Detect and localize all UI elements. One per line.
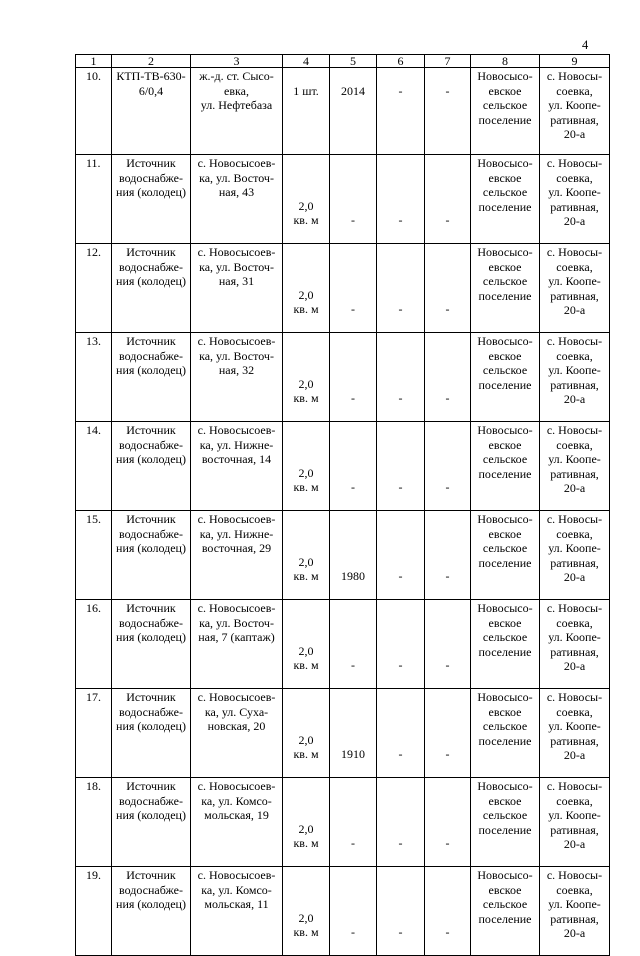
owner-address-line: с. Новосы-	[546, 779, 603, 793]
quantity-line: кв. м	[293, 391, 319, 406]
municipality-cell	[471, 867, 540, 956]
year-cell: -	[330, 155, 377, 244]
quantity-cell	[283, 867, 330, 956]
owner-address-line: ративная,	[550, 733, 599, 748]
column-7-cell: -	[425, 422, 471, 511]
column-number: 7	[425, 55, 471, 68]
quantity-line: кв. м	[293, 302, 319, 317]
column-7-cell: -	[425, 689, 471, 778]
owner-address-line: 20-а	[563, 837, 586, 852]
object-name-line: водоснабже-	[119, 259, 183, 274]
quantity-line: кв. м	[293, 925, 319, 940]
municipality-line: Новосысо-	[477, 69, 533, 83]
year-cell: -	[330, 778, 377, 867]
address-line: ка, ул. Суха-	[204, 704, 269, 719]
owner-address-line: с. Новосы-	[546, 690, 603, 704]
row-number-cell: 12.	[76, 244, 112, 333]
column-7-cell: -	[425, 511, 471, 600]
owner-address-line: соевка,	[556, 704, 593, 719]
owner-address-line: с. Новосы-	[546, 245, 603, 259]
year-cell: 1910	[330, 689, 377, 778]
owner-address-line: с. Новосы-	[546, 868, 603, 882]
column-7-cell: -	[425, 333, 471, 422]
object-name-cell	[112, 511, 191, 600]
table-row	[76, 689, 610, 778]
address-line: с. Новосысоев-	[197, 512, 276, 526]
owner-address-line: с. Новосы-	[546, 334, 603, 348]
object-name-line: 6/0,4	[138, 83, 164, 98]
column-6-cell: -	[377, 68, 425, 155]
municipality-cell	[471, 689, 540, 778]
municipality-line: сельское	[482, 808, 528, 823]
owner-address-line: соевка,	[556, 259, 593, 274]
municipality-cell	[471, 422, 540, 511]
owner-address-line: ул. Коопе-	[548, 541, 601, 556]
municipality-line: поселение	[478, 555, 532, 570]
owner-address-cell	[540, 155, 610, 244]
year-cell: -	[330, 600, 377, 689]
municipality-line: поселение	[478, 199, 532, 214]
column-number: 2	[112, 55, 191, 68]
object-name-line: Источник	[126, 334, 176, 348]
property-register-table	[75, 54, 610, 956]
address-cell	[191, 511, 283, 600]
quantity-line: 2,0	[298, 910, 314, 925]
object-name-line: ния (колодец)	[116, 274, 186, 289]
owner-address-line: ративная,	[550, 112, 599, 127]
object-name-line: ния (колодец)	[116, 808, 186, 823]
address-line: ная, 7 (каптаж)	[198, 630, 275, 645]
row-number-cell: 15.	[76, 511, 112, 600]
row-number-cell: 17.	[76, 689, 112, 778]
owner-address-line: ративная,	[550, 555, 599, 570]
column-6-cell: -	[377, 689, 425, 778]
object-name-line: ния (колодец)	[116, 185, 186, 200]
quantity-line: кв. м	[293, 658, 319, 673]
column-6-cell: -	[377, 600, 425, 689]
object-name-line: Источник	[126, 868, 176, 882]
quantity-line: 2,0	[298, 732, 314, 747]
row-number-cell: 13.	[76, 333, 112, 422]
owner-address-cell	[540, 333, 610, 422]
address-line: с. Новосысоев-	[197, 601, 276, 615]
table-row	[76, 778, 610, 867]
table-row	[76, 600, 610, 689]
municipality-line: Новосысо-	[477, 690, 533, 704]
object-name-line: водоснабже-	[119, 882, 183, 897]
quantity-line: 2,0	[298, 465, 314, 480]
owner-address-line: с. Новосы-	[546, 601, 603, 615]
row-number-cell: 11.	[76, 155, 112, 244]
municipality-line: Новосысо-	[477, 868, 533, 882]
owner-address-line: ративная,	[550, 822, 599, 837]
column-number: 8	[471, 55, 540, 68]
owner-address-line: ул. Коопе-	[548, 185, 601, 200]
owner-address-cell	[540, 600, 610, 689]
object-name-line: Источник	[126, 601, 176, 615]
object-name-cell	[112, 155, 191, 244]
municipality-line: поселение	[478, 733, 532, 748]
municipality-cell	[471, 778, 540, 867]
address-line: мольская, 11	[204, 897, 269, 912]
owner-address-line: 20-а	[563, 659, 586, 674]
quantity-line: кв. м	[293, 569, 319, 584]
address-cell	[191, 600, 283, 689]
table-row	[76, 511, 610, 600]
column-number-row	[76, 55, 610, 68]
quantity-line: кв. м	[293, 213, 319, 228]
column-6-cell: -	[377, 244, 425, 333]
address-line: евка,	[224, 83, 249, 98]
quantity-line: кв. м	[293, 480, 319, 495]
address-line: ка, ул. Комсо-	[201, 793, 272, 808]
address-cell	[191, 155, 283, 244]
municipality-line: сельское	[482, 630, 528, 645]
object-name-cell	[112, 689, 191, 778]
quantity-line: 2,0	[298, 643, 314, 658]
municipality-line: евское	[488, 259, 522, 274]
municipality-cell	[471, 155, 540, 244]
municipality-line: евское	[488, 882, 522, 897]
municipality-line: Новосысо-	[477, 156, 533, 170]
municipality-cell	[471, 244, 540, 333]
owner-address-line: соевка,	[556, 83, 593, 98]
owner-address-line: ул. Коопе-	[548, 808, 601, 823]
table-row	[76, 422, 610, 511]
municipality-line: поселение	[478, 644, 532, 659]
column-6-cell: -	[377, 511, 425, 600]
owner-address-line: соевка,	[556, 882, 593, 897]
quantity-cell	[283, 511, 330, 600]
owner-address-cell	[540, 778, 610, 867]
municipality-cell	[471, 511, 540, 600]
quantity-line: 2,0	[298, 376, 314, 391]
column-6-cell: -	[377, 867, 425, 956]
owner-address-line: соевка,	[556, 615, 593, 630]
column-7-cell: -	[425, 867, 471, 956]
owner-address-line: ративная,	[550, 377, 599, 392]
object-name-line: Источник	[126, 423, 176, 437]
municipality-line: Новосысо-	[477, 245, 533, 259]
row-number-cell: 18.	[76, 778, 112, 867]
object-name-cell	[112, 867, 191, 956]
quantity-cell	[283, 689, 330, 778]
owner-address-line: ул. Коопе-	[548, 274, 601, 289]
owner-address-line: 20-а	[563, 392, 586, 407]
municipality-line: сельское	[482, 541, 528, 556]
object-name-cell	[112, 778, 191, 867]
address-line: с. Новосысоев-	[197, 779, 276, 793]
address-line: ул. Нефтебаза	[200, 98, 273, 113]
address-line: ка, ул. Нижне-	[199, 526, 274, 541]
column-6-cell: -	[377, 422, 425, 511]
address-line: мольская, 19	[204, 808, 269, 823]
municipality-line: евское	[488, 615, 522, 630]
table-row	[76, 244, 610, 333]
object-name-cell	[112, 333, 191, 422]
owner-address-line: с. Новосы-	[546, 156, 603, 170]
table-row	[76, 333, 610, 422]
owner-address-line: 20-а	[563, 748, 586, 763]
owner-address-line: 20-а	[563, 481, 586, 496]
address-cell	[191, 333, 283, 422]
municipality-line: Новосысо-	[477, 334, 533, 348]
owner-address-cell	[540, 68, 610, 155]
owner-address-cell	[540, 244, 610, 333]
quantity-line: 2,0	[298, 198, 314, 213]
quantity-cell	[283, 333, 330, 422]
owner-address-line: ул. Коопе-	[548, 98, 601, 113]
year-cell: -	[330, 333, 377, 422]
owner-address-line: соевка,	[556, 437, 593, 452]
object-name-line: Источник	[126, 690, 176, 704]
owner-address-line: соевка,	[556, 793, 593, 808]
quantity-line: кв. м	[293, 836, 319, 851]
table-row	[76, 867, 610, 956]
address-line: ная, 31	[218, 274, 255, 289]
page-number: 4	[582, 38, 589, 52]
object-name-line: ния (колодец)	[116, 630, 186, 645]
quantity-cell	[283, 422, 330, 511]
owner-address-cell	[540, 867, 610, 956]
object-name-line: водоснабже-	[119, 615, 183, 630]
municipality-line: евское	[488, 793, 522, 808]
quantity-cell	[283, 155, 330, 244]
quantity-line: 2,0	[298, 554, 314, 569]
owner-address-line: ративная,	[550, 199, 599, 214]
municipality-line: поселение	[478, 466, 532, 481]
owner-address-line: ративная,	[550, 466, 599, 481]
address-cell	[191, 422, 283, 511]
row-number-cell: 14.	[76, 422, 112, 511]
address-line: ка, ул. Восточ-	[199, 615, 274, 630]
address-line: ка, ул. Восточ-	[199, 259, 274, 274]
owner-address-line: ративная,	[550, 911, 599, 926]
quantity-cell	[283, 244, 330, 333]
object-name-line: водоснабже-	[119, 526, 183, 541]
address-line: с. Новосысоев-	[197, 690, 276, 704]
column-7-cell: -	[425, 244, 471, 333]
owner-address-line: ративная,	[550, 644, 599, 659]
owner-address-line: 20-а	[563, 303, 586, 318]
municipality-cell	[471, 600, 540, 689]
object-name-line: ния (колодец)	[116, 541, 186, 556]
object-name-line: Источник	[126, 245, 176, 259]
column-6-cell: -	[377, 778, 425, 867]
row-number-cell: 16.	[76, 600, 112, 689]
municipality-cell	[471, 333, 540, 422]
quantity-line: 1 шт.	[293, 84, 319, 98]
address-line: ка, ул. Восточ-	[199, 348, 274, 363]
owner-address-line: 20-а	[563, 127, 586, 142]
owner-address-line: ул. Коопе-	[548, 363, 601, 378]
object-name-line: водоснабже-	[119, 704, 183, 719]
municipality-line: евское	[488, 704, 522, 719]
municipality-line: сельское	[482, 897, 528, 912]
municipality-line: Новосысо-	[477, 779, 533, 793]
municipality-line: евское	[488, 348, 522, 363]
address-line: ная, 32	[218, 363, 255, 378]
municipality-line: евское	[488, 83, 522, 98]
quantity-cell	[283, 68, 330, 155]
address-cell	[191, 867, 283, 956]
object-name-line: ния (колодец)	[116, 452, 186, 467]
object-name-line: Источник	[126, 779, 176, 793]
owner-address-line: 20-а	[563, 926, 586, 941]
address-cell	[191, 244, 283, 333]
owner-address-line: ул. Коопе-	[548, 630, 601, 645]
address-line: ная, 43	[218, 185, 255, 200]
column-7-cell: -	[425, 68, 471, 155]
quantity-cell	[283, 600, 330, 689]
municipality-line: Новосысо-	[477, 601, 533, 615]
municipality-cell	[471, 68, 540, 155]
municipality-line: евское	[488, 437, 522, 452]
municipality-line: Новосысо-	[477, 423, 533, 437]
year-cell: -	[330, 867, 377, 956]
table-row	[76, 155, 610, 244]
object-name-line: водоснабже-	[119, 348, 183, 363]
address-line: ка, ул. Комсо-	[201, 882, 272, 897]
column-number: 3	[191, 55, 283, 68]
column-7-cell: -	[425, 778, 471, 867]
municipality-line: сельское	[482, 452, 528, 467]
object-name-cell	[112, 600, 191, 689]
address-line: с. Новосысоев-	[197, 334, 276, 348]
owner-address-cell	[540, 689, 610, 778]
object-name-line: ния (колодец)	[116, 897, 186, 912]
municipality-line: поселение	[478, 377, 532, 392]
address-cell	[191, 689, 283, 778]
object-name-line: водоснабже-	[119, 170, 183, 185]
address-line: новская, 20	[207, 719, 266, 734]
owner-address-line: с. Новосы-	[546, 423, 603, 437]
address-line: с. Новосысоев-	[197, 156, 276, 170]
object-name-cell	[112, 244, 191, 333]
object-name-line: водоснабже-	[119, 793, 183, 808]
owner-address-line: соевка,	[556, 526, 593, 541]
address-cell	[191, 778, 283, 867]
row-number-cell: 19.	[76, 867, 112, 956]
owner-address-line: с. Новосы-	[546, 512, 603, 526]
column-6-cell: -	[377, 333, 425, 422]
owner-address-line: 20-а	[563, 214, 586, 229]
municipality-line: сельское	[482, 363, 528, 378]
owner-address-line: с. Новосы-	[546, 69, 603, 83]
object-name-line: ния (колодец)	[116, 719, 186, 734]
column-number: 1	[76, 55, 112, 68]
address-line: ка, ул. Восточ-	[199, 170, 274, 185]
quantity-line: кв. м	[293, 747, 319, 762]
column-number: 5	[330, 55, 377, 68]
year-cell: 2014	[330, 68, 377, 155]
address-cell	[191, 68, 283, 155]
year-cell: -	[330, 422, 377, 511]
owner-address-line: соевка,	[556, 348, 593, 363]
object-name-line: Источник	[126, 512, 176, 526]
object-name-line: КТП-ТВ-630-	[116, 69, 186, 83]
object-name-line: Источник	[126, 156, 176, 170]
owner-address-line: ул. Коопе-	[548, 897, 601, 912]
object-name-cell	[112, 68, 191, 155]
address-line: восточная, 29	[201, 541, 272, 556]
column-number: 9	[540, 55, 610, 68]
address-line: ж.-д. ст. Сысо-	[199, 69, 274, 83]
municipality-line: поселение	[478, 911, 532, 926]
owner-address-cell	[540, 511, 610, 600]
municipality-line: сельское	[482, 274, 528, 289]
municipality-line: евское	[488, 526, 522, 541]
quantity-line: 2,0	[298, 287, 314, 302]
municipality-line: сельское	[482, 98, 528, 113]
object-name-line: водоснабже-	[119, 437, 183, 452]
column-7-cell: -	[425, 600, 471, 689]
municipality-line: Новосысо-	[477, 512, 533, 526]
row-number-cell: 10.	[76, 68, 112, 155]
owner-address-line: ул. Коопе-	[548, 452, 601, 467]
owner-address-line: ул. Коопе-	[548, 719, 601, 734]
column-number: 6	[377, 55, 425, 68]
address-line: ка, ул. Нижне-	[199, 437, 274, 452]
address-line: с. Новосысоев-	[197, 245, 276, 259]
address-line: с. Новосысоев-	[197, 423, 276, 437]
year-cell: 1980	[330, 511, 377, 600]
quantity-cell	[283, 778, 330, 867]
owner-address-cell	[540, 422, 610, 511]
object-name-line: ния (колодец)	[116, 363, 186, 378]
municipality-line: поселение	[478, 112, 532, 127]
municipality-line: евское	[488, 170, 522, 185]
municipality-line: поселение	[478, 822, 532, 837]
municipality-line: сельское	[482, 719, 528, 734]
address-line: с. Новосысоев-	[197, 868, 276, 882]
owner-address-line: соевка,	[556, 170, 593, 185]
column-7-cell: -	[425, 155, 471, 244]
municipality-line: поселение	[478, 288, 532, 303]
owner-address-line: ративная,	[550, 288, 599, 303]
table-row	[76, 68, 610, 155]
quantity-line: 2,0	[298, 821, 314, 836]
owner-address-line: 20-а	[563, 570, 586, 585]
column-6-cell: -	[377, 155, 425, 244]
year-cell: -	[330, 244, 377, 333]
municipality-line: сельское	[482, 185, 528, 200]
column-number: 4	[283, 55, 330, 68]
address-line: восточная, 14	[201, 452, 272, 467]
object-name-cell	[112, 422, 191, 511]
